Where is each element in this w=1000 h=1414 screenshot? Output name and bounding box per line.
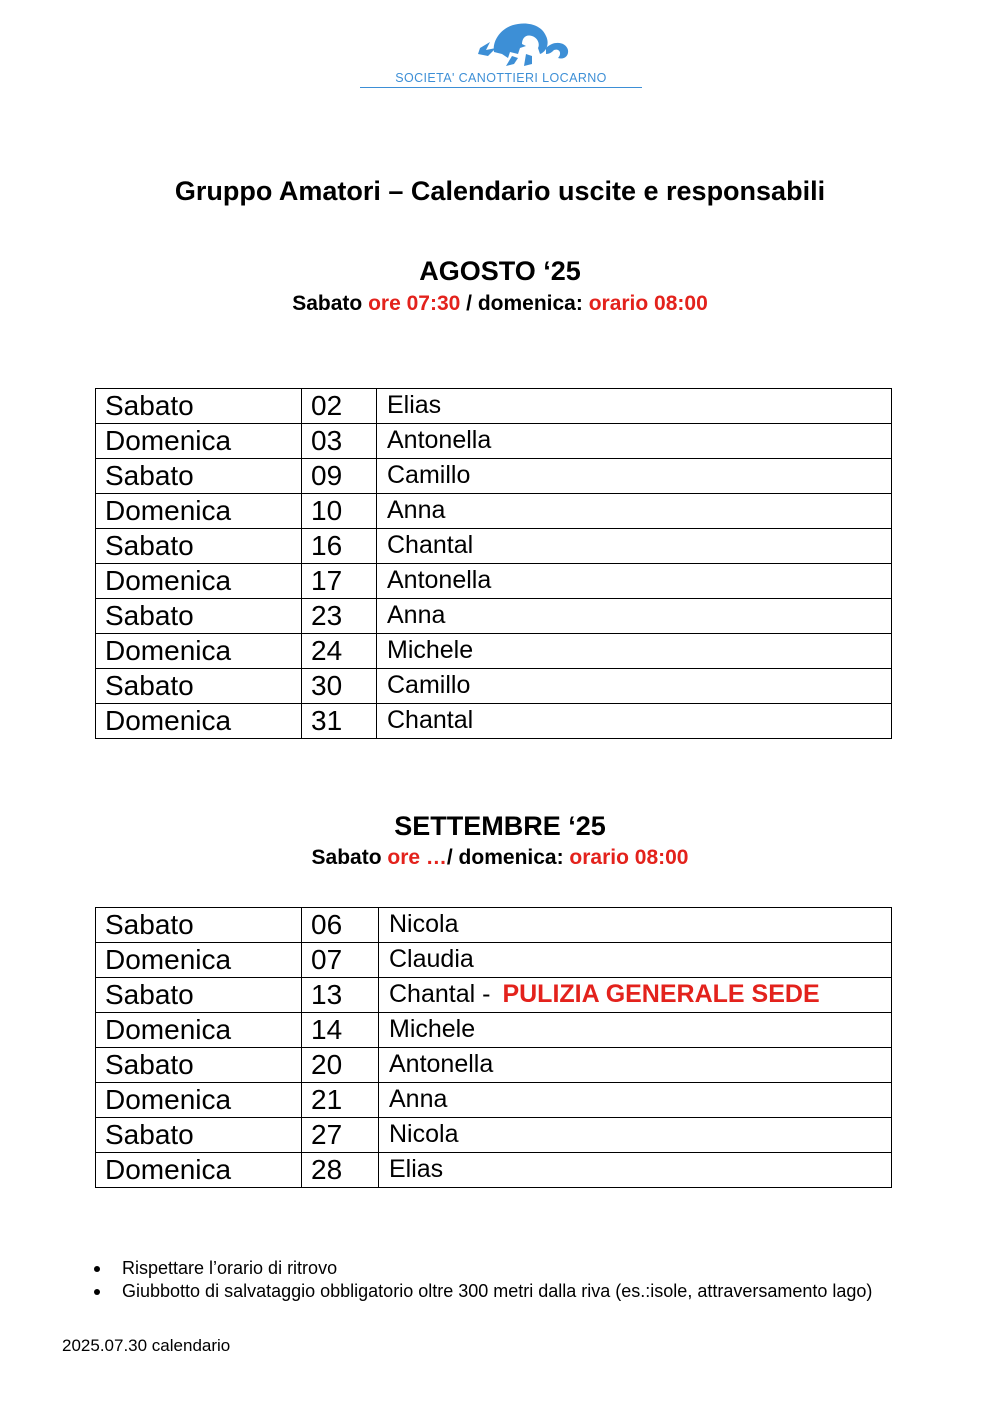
date-cell: 14 [302,1013,379,1048]
responsible-name: Anna [387,601,446,629]
subtitle-time-saturday: ore … [387,846,447,869]
responsible-cell [379,943,892,978]
responsible-cell [379,1153,892,1188]
day-cell: Domenica [96,704,302,739]
date-cell: 24 [302,634,377,669]
subtitle-label-sunday: / domenica: [446,846,570,869]
responsible-cell [377,389,892,424]
date-cell: 20 [302,1048,379,1083]
footer-date: 2025.07.30 calendario [62,1336,231,1355]
responsible-name: Camillo [387,461,471,489]
day-cell: Sabato [96,389,302,424]
responsible-cell [379,978,892,1013]
responsible-cell [377,669,892,704]
responsible-name: Camillo [387,671,471,699]
table-row [96,1153,892,1188]
table-row [96,529,892,564]
subtitle-time-saturday: ore 07:30 [368,292,461,315]
day-cell: Sabato [96,978,302,1013]
responsible-cell [377,424,892,459]
note-item: Rispettare l’orario di ritrovo [88,1257,872,1280]
responsible-cell [377,459,892,494]
table-row [96,978,892,1013]
day-cell: Domenica [96,1013,302,1048]
section-subtitle-september [0,846,1000,870]
table-row [96,564,892,599]
logo-underline [360,87,642,88]
table-row [96,389,892,424]
lion-icon [472,18,572,68]
responsible-name: Anna [389,1085,448,1113]
day-cell: Domenica [96,564,302,599]
section-subtitle-august [0,292,1000,316]
date-cell: 13 [302,978,379,1013]
club-logo [360,18,642,88]
section-month-september: SETTEMBRE ‘25 [394,811,606,841]
day-cell: Sabato [96,1048,302,1083]
table-row [96,634,892,669]
date-cell: 07 [302,943,379,978]
table-row [96,1013,892,1048]
responsible-name: Chantal - [389,980,491,1008]
responsible-name: Claudia [389,945,474,973]
day-cell: Sabato [96,599,302,634]
day-cell: Domenica [96,1083,302,1118]
responsible-cell [377,634,892,669]
responsible-cell [379,908,892,943]
responsible-cell [379,1048,892,1083]
day-cell: Domenica [96,1153,302,1188]
date-cell: 03 [302,424,377,459]
subtitle-label-saturday: Sabato [292,292,369,315]
day-cell: Sabato [96,529,302,564]
section-month-august: AGOSTO ‘25 [419,256,581,286]
responsible-cell [377,599,892,634]
day-cell: Sabato [96,1118,302,1153]
responsible-name: Nicola [389,910,459,938]
date-cell: 10 [302,494,377,529]
table-row [96,908,892,943]
day-cell: Sabato [96,669,302,704]
date-cell: 06 [302,908,379,943]
table-row [96,1083,892,1118]
day-cell: Sabato [96,459,302,494]
schedule-table-september [95,907,892,1188]
date-cell: 09 [302,459,377,494]
date-cell: 31 [302,704,377,739]
table-row [96,424,892,459]
responsible-name: Chantal [387,706,474,734]
schedule-table-august [95,388,892,739]
table-row [96,704,892,739]
table-row [96,459,892,494]
responsible-name: Anna [387,496,446,524]
note-item: Giubbotto di salvataggio obbligatorio oltre 300 metri dalla riva (es.:isole, attraversamento lago) [88,1280,872,1303]
day-cell: Domenica [96,634,302,669]
date-cell: 21 [302,1083,379,1118]
table-row [96,1118,892,1153]
special-note: PULIZIA GENERALE SEDE [502,980,820,1008]
subtitle-label-saturday: Sabato [311,846,388,869]
subtitle-time-sunday: orario 08:00 [569,846,689,869]
table-row [96,669,892,704]
responsible-cell [377,704,892,739]
responsible-cell [379,1083,892,1118]
table-row [96,943,892,978]
notes-list [88,1257,872,1303]
table-row [96,1048,892,1083]
table-row [96,494,892,529]
day-cell: Domenica [96,494,302,529]
responsible-cell [377,494,892,529]
responsible-name: Antonella [387,566,492,594]
responsible-name: Nicola [389,1120,459,1148]
responsible-cell [377,529,892,564]
date-cell: 17 [302,564,377,599]
responsible-cell [379,1118,892,1153]
responsible-name: Antonella [389,1050,494,1078]
responsible-name: Elias [389,1155,444,1183]
day-cell: Domenica [96,424,302,459]
responsible-name: Antonella [387,426,492,454]
date-cell: 27 [302,1118,379,1153]
table-row [96,599,892,634]
responsible-cell [379,1013,892,1048]
responsible-cell [377,564,892,599]
date-cell: 16 [302,529,377,564]
page-title: Gruppo Amatori – Calendario uscite e responsabili [174,176,826,206]
subtitle-time-sunday: orario 08:00 [588,292,708,315]
date-cell: 28 [302,1153,379,1188]
responsible-name: Michele [387,636,474,664]
responsible-name: Chantal [387,531,474,559]
responsible-name: Michele [389,1015,476,1043]
day-cell: Domenica [96,943,302,978]
day-cell: Sabato [96,908,302,943]
logo-text: SOCIETA' CANOTTIERI LOCARNO [395,71,607,85]
subtitle-label-sunday: / domenica: [460,292,589,315]
date-cell: 30 [302,669,377,704]
responsible-name: Elias [387,391,442,419]
date-cell: 02 [302,389,377,424]
date-cell: 23 [302,599,377,634]
